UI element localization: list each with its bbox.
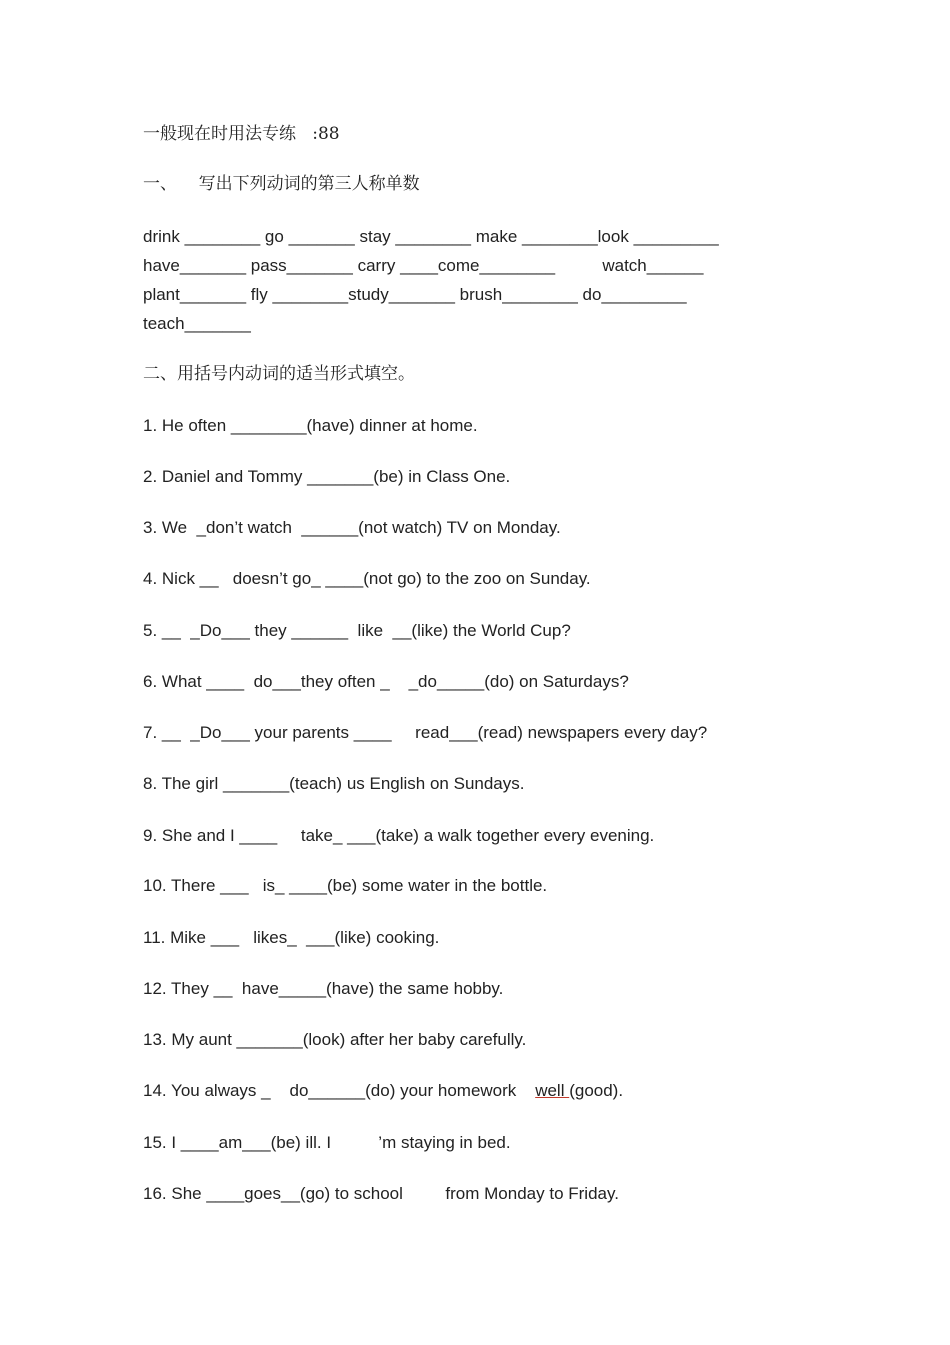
exercise-item: 7. __ _Do___ your parents ____ read___(read) newspapers every day? (143, 723, 708, 742)
verb-row: drink ________ go _______ stay ________ make ________look _________ (143, 227, 719, 246)
exercise-item: 16. She ____goes__(go) to school from Monday to Friday. (143, 1184, 619, 1203)
exercise-item: 13. My aunt _______(look) after her baby carefully. (143, 1030, 527, 1049)
section-1-heading: 一、 写出下列动词的第三人称单数 (143, 174, 420, 194)
exercise-item (143, 1080, 623, 1102)
exercise-item: 6. What ____ do___they often _ _do_____(do) on Saturdays? (143, 672, 629, 691)
exercise-item: 10. There ___ is_ ____(be) some water in the bottle. (143, 876, 548, 895)
exercise-item: 12. They __ have_____(have) the same hobby. (143, 979, 504, 998)
verb-row: have_______ pass_______ carry ____come________ watch______ (143, 256, 704, 275)
exercise-item: 1. He often ________(have) dinner at home. (143, 416, 478, 435)
verb-row: teach_______ (143, 314, 251, 333)
exercise-item: 11. Mike ___ likes_ ___(like) cooking. (143, 928, 440, 947)
item-14-text: 14. You always _ do______(do) your homework (143, 1081, 536, 1100)
verb-row: plant_______ fly ________study_______ brush________ do_________ (143, 285, 687, 304)
worksheet-title: 一般现在时用法专练 :88 (143, 124, 340, 144)
exercise-item: 15. I ____am___(be) ill. I ’m staying in bed. (143, 1133, 511, 1152)
section-2-heading: 二、用括号内动词的适当形式填空。 (143, 364, 415, 384)
item-14-end: (good). (569, 1081, 624, 1100)
exercise-item: 5. __ _Do___ they ______ like __(like) the World Cup? (143, 621, 571, 640)
exercise-item: 3. We _don’t watch ______(not watch) TV on Monday. (143, 518, 561, 537)
exercise-item: 4. Nick __ doesn’t go_ ____(not go) to the zoo on Sunday. (143, 569, 591, 588)
exercise-item: 8. The girl _______(teach) us English on Sundays. (143, 774, 525, 793)
exercise-item: 2. Daniel and Tommy _______(be) in Class One. (143, 467, 511, 486)
exercise-item: 9. She and I ____ take_ ___(take) a walk together every evening. (143, 826, 655, 845)
spelling-marked-word: well (535, 1081, 570, 1100)
